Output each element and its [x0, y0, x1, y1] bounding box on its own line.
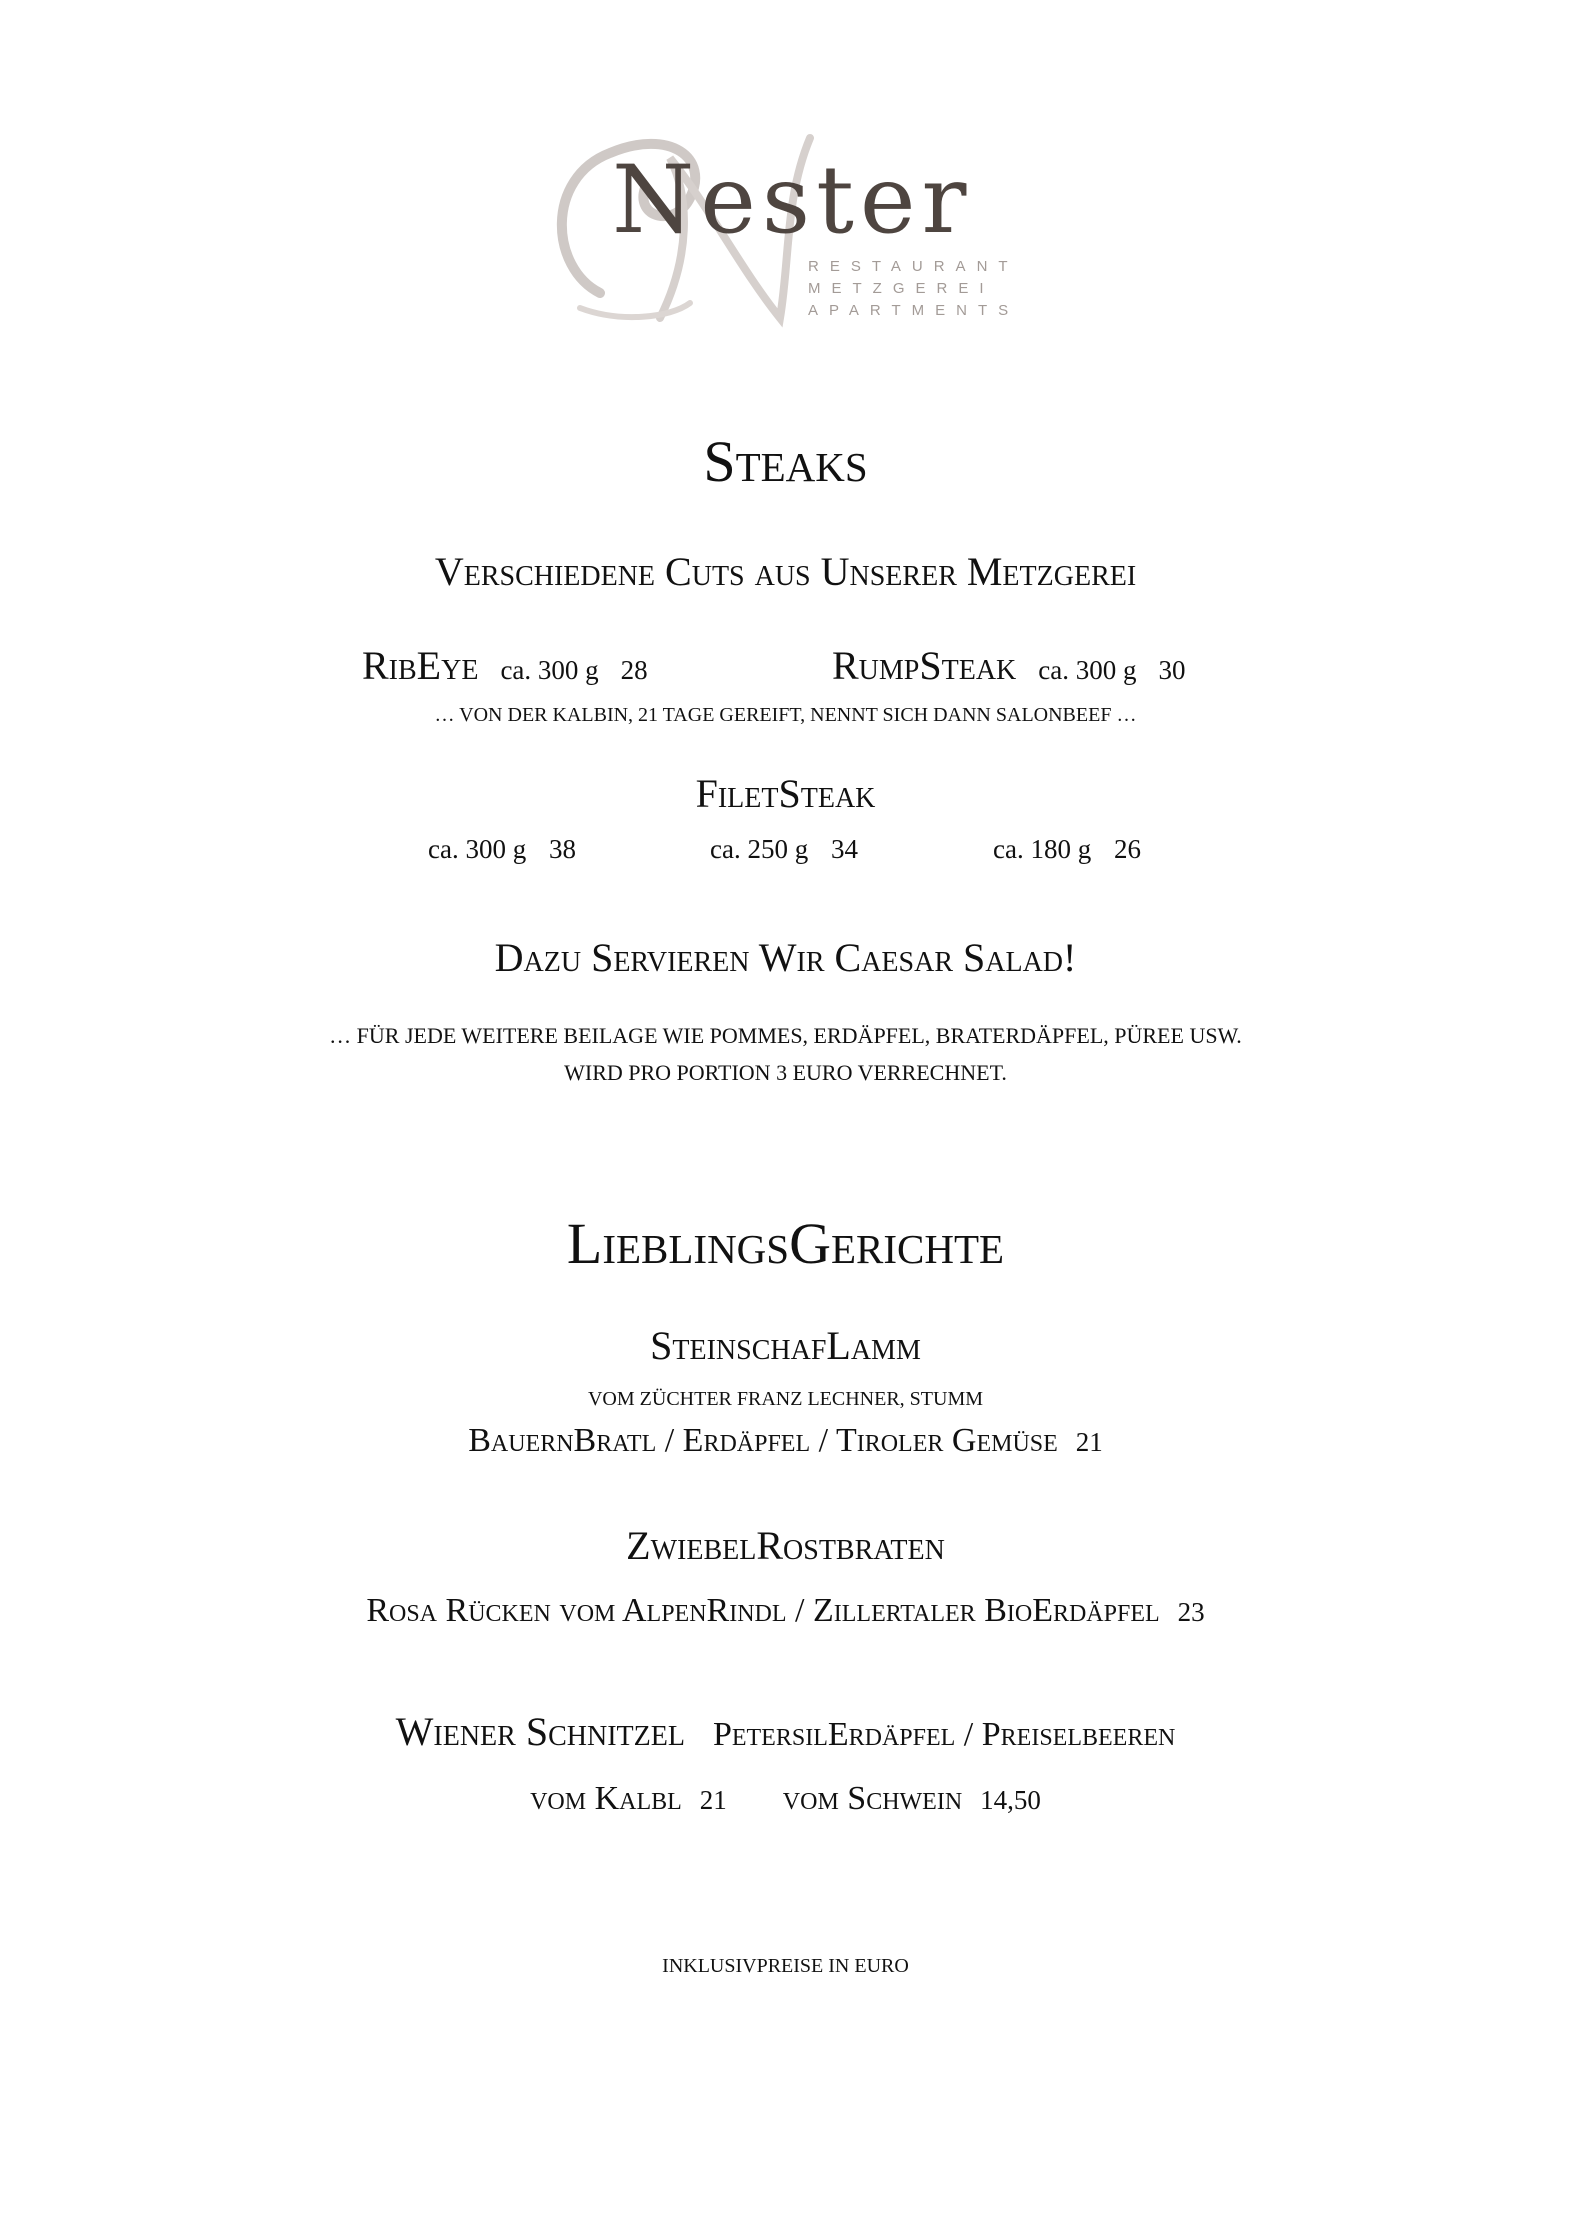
ribeye-item	[362, 642, 648, 689]
ribeye-name: RibEye	[362, 643, 479, 688]
steaks-heading: Steaks	[703, 429, 868, 494]
schnitzel-schwein-price: 14,50	[980, 1785, 1041, 1815]
filet-option-180	[993, 834, 1141, 865]
filet-option-size: ca. 300 g	[428, 834, 527, 864]
zwiebelrostbraten-desc: Rosa Rücken vom AlpenRindl / Zillertaler BioErdäpfel	[366, 1592, 1160, 1629]
ribeye-size: ca. 300 g	[500, 655, 599, 685]
zwiebelrostbraten-line	[0, 1592, 1571, 1630]
logo-wordmark: Nester	[612, 146, 973, 255]
logo-line-metzgerei: METZGEREI	[808, 280, 995, 297]
logo-line-restaurant: RESTAURANT	[808, 258, 1019, 275]
filet-option-price: 38	[548, 834, 576, 864]
filet-option-250	[710, 834, 858, 865]
rumpsteak-item	[832, 642, 1185, 689]
steinschaflamm-desc: BauernBratl / Erdäpfel / Tiroler Gemüse	[468, 1422, 1058, 1459]
zwiebelrostbraten-price: 23	[1177, 1597, 1205, 1627]
wiener-schnitzel-line	[0, 1708, 1571, 1755]
wiener-schnitzel-name: Wiener Schnitzel	[395, 1709, 685, 1754]
restaurant-logo	[540, 118, 1020, 338]
logo-line-apartments: APARTMENTS	[808, 302, 1020, 319]
steaks-subtitle: Verschiedene Cuts aus Unserer Metzgerei	[434, 549, 1137, 594]
kalbin-note: … VON DER KALBIN, 21 TAGE GEREIFT, NENNT SICH DANN SALONBEEF …	[434, 704, 1137, 726]
filet-option-price: 26	[1113, 834, 1141, 864]
ribeye-price: 28	[620, 655, 648, 685]
caesar-salad-note: Dazu Servieren Wir Caesar Salad!	[494, 935, 1077, 980]
rumpsteak-price: 30	[1158, 655, 1186, 685]
filet-option-size: ca. 180 g	[993, 834, 1092, 864]
filetsteak-name: FiletSteak	[695, 771, 876, 816]
filet-option-price: 34	[830, 834, 858, 864]
steinschaflamm-price: 21	[1075, 1427, 1103, 1457]
schnitzel-kalb-label: vom Kalbl	[530, 1780, 682, 1817]
wiener-schnitzel-prices	[0, 1780, 1571, 1818]
schnitzel-kalb-price: 21	[699, 1785, 727, 1815]
steinschaflamm-name: SteinschafLamm	[650, 1323, 921, 1368]
filet-option-300	[428, 834, 576, 865]
rumpsteak-size: ca. 300 g	[1038, 655, 1137, 685]
wiener-schnitzel-sides: PetersilErdäpfel / Preiselbeeren	[712, 1716, 1176, 1753]
lieblingsgerichte-heading: LieblingsGerichte	[566, 1211, 1005, 1276]
footer-note: INKLUSIVPREISE IN EURO	[662, 1955, 909, 1977]
rumpsteak-name: RumpSteak	[832, 643, 1017, 688]
schnitzel-schwein-label: vom Schwein	[782, 1780, 963, 1817]
beilage-note-line2: WIRD PRO PORTION 3 EURO VERRECHNET.	[564, 1060, 1007, 1085]
steinschaflamm-line	[0, 1422, 1571, 1460]
steinschaflamm-note: VOM ZÜCHTER FRANZ LECHNER, STUMM	[587, 1388, 984, 1410]
filet-option-size: ca. 250 g	[710, 834, 809, 864]
beilage-note-line1: … FÜR JEDE WEITERE BEILAGE WIE POMMES, ERDÄPFEL, BRATERDÄPFEL, PÜREE USW.	[329, 1023, 1242, 1048]
zwiebelrostbraten-name: ZwiebelRostbraten	[626, 1523, 945, 1568]
